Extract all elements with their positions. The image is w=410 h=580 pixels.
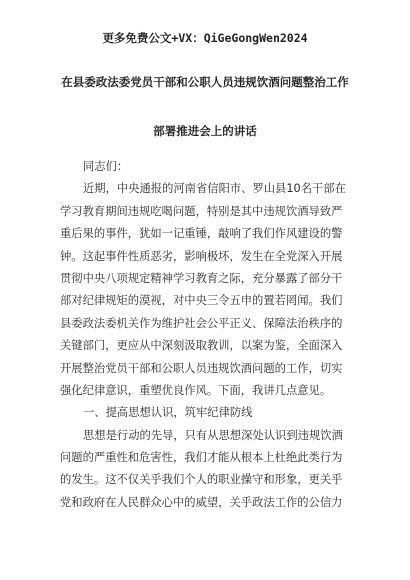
watermark-text: 更多免费公文+VX：QiGeGongWen2024 (102, 31, 308, 45)
body-line: 部对纪律规矩的漠视，对中央三令五申的置若罔闻。我们 (60, 294, 343, 308)
body-line: 开展整治党员干部和公职人员违规饮酒问题的工作，切实 (60, 361, 343, 375)
body-line: 思想是行动的先导，只有从思想深处认识到违规饮酒 (83, 428, 343, 442)
body-line: 党和政府在人民群众心中的威望，关乎政法工作的公信力 (60, 495, 343, 509)
document-title-line-1: 在县委政法委党员干部和公职人员违规饮酒问题整治工作 (61, 75, 349, 89)
body-line: 贯彻中央八项规定精神学习教育之际，充分暴露了部分干 (60, 271, 343, 285)
body-line: 县委政法委机关作为维护社会公平正义、保障法治秩序的 (60, 316, 343, 330)
body-line: 问题的严重性和危害性，我们才能从根本上杜绝此类行为 (60, 451, 343, 465)
body-line: 学习教育期间违规吃喝问题，特别是其中违规饮酒导致严 (60, 204, 343, 218)
body-line: 强化纪律意识，重塑优良作风。下面，我讲几点意见。 (60, 383, 332, 397)
speech-body (60, 156, 352, 514)
body-line: 重后果的事件，犹如一记重锤，敲响了我们作风建设的警 (60, 227, 343, 241)
body-line: 近期，中央通报的河南省信阳市、罗山县10名干部在 (83, 182, 346, 196)
body-line: 钟。这起事件性质恶劣，影响极坏，发生在全党深入开展 (60, 249, 343, 263)
body-line: 关键部门，更应从中深刻汲取教训，以案为鉴，全面深入 (60, 339, 343, 353)
section-heading: 一、提高思想认识，筑牢纪律防线 (83, 406, 253, 420)
body-line: 的发生。这不仅关乎我们个人的职业操守和形象，更关乎 (60, 473, 343, 487)
document-title-line-2: 部署推进会上的讲话 (153, 124, 257, 138)
salutation: 同志们： (83, 160, 129, 173)
